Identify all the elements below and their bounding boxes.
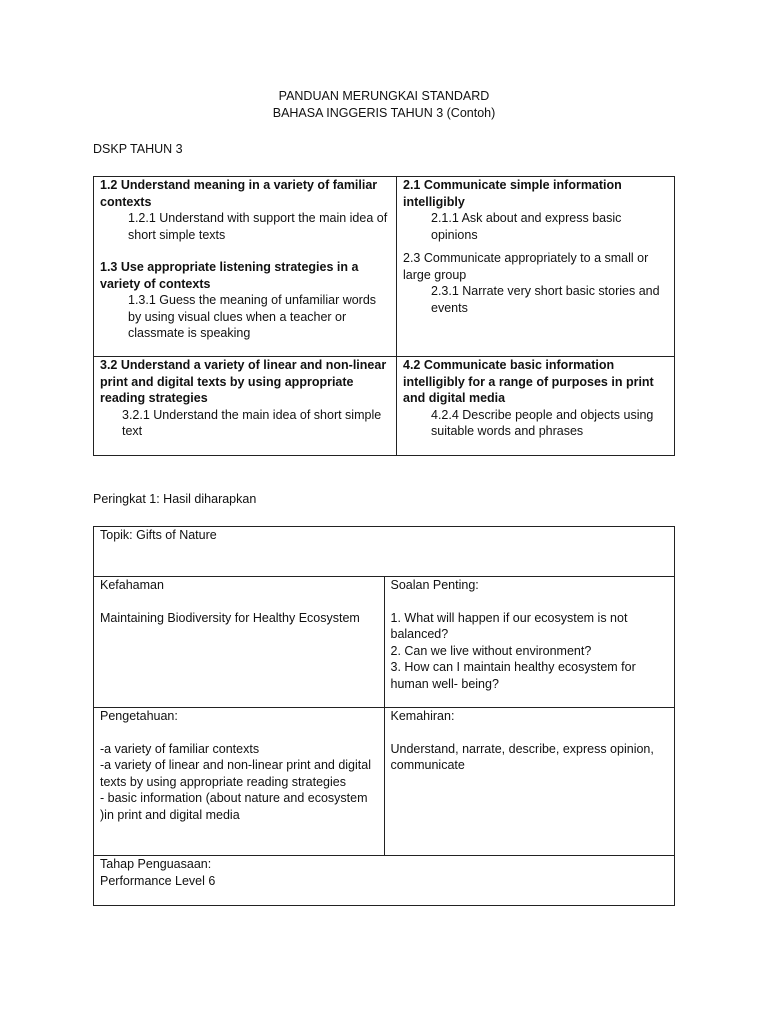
soalan-item: 1. What will happen if our ecosystem is not balanced? — [390, 610, 628, 641]
tahap-cell — [94, 856, 675, 906]
topik-cell — [94, 527, 675, 577]
dskp-cell-writing — [397, 357, 675, 456]
kemahiran-label: Kemahiran: — [390, 709, 455, 723]
dskp-cell-speaking — [397, 177, 675, 357]
learning-standard: 2.3.1 Narrate very short basic stories and events — [431, 284, 660, 315]
document-title — [0, 88, 768, 122]
plan-table — [93, 526, 675, 906]
pengetahuan-label: Pengetahuan: — [100, 709, 178, 723]
title-line-1: PANDUAN MERUNGKAI STANDARD — [278, 89, 490, 103]
tahap-text: Performance Level 6 — [100, 873, 216, 888]
standard-heading: 2.1 Communicate simple information intelligibly — [403, 178, 622, 209]
standard-heading: 4.2 Communicate basic information intelligibly for a range of purposes in print and digital media — [403, 358, 654, 405]
tahap-label: Tahap Penguasaan: — [100, 857, 212, 871]
dskp-row-1 — [94, 177, 675, 357]
soalan-item: 2. Can we live without environment? — [390, 643, 592, 658]
kemahiran-text: Understand, narrate, describe, express opinion, communicate — [390, 741, 654, 772]
pengetahuan-item: -a variety of familiar contexts — [100, 741, 260, 756]
kefahaman-cell — [94, 577, 385, 708]
standard-heading: 1.3 Use appropriate listening strategies in a variety of contexts — [100, 260, 359, 291]
title-line-2: BAHASA INGGERIS TAHUN 3 (Contoh) — [272, 106, 496, 120]
soalan-cell — [384, 577, 675, 708]
soalan-item: 3. How can I maintain healthy ecosystem for human well- being? — [390, 660, 636, 691]
standard-heading: 3.2 Understand a variety of linear and non-linear print and digital texts by using appropriate reading strategies — [100, 358, 387, 405]
kefahaman-text: Maintaining Biodiversity for Healthy Ecosystem — [100, 610, 360, 625]
learning-standard: 1.2.1 Understand with support the main idea of short simple texts — [128, 211, 388, 242]
dskp-label: DSKP TAHUN 3 — [93, 142, 183, 156]
peringkat-label: Peringkat 1: Hasil diharapkan — [93, 492, 257, 506]
plan-row-tahap — [94, 856, 675, 906]
pengetahuan-item: - basic information (about nature and ecosystem )in print and digital media — [100, 791, 368, 822]
kefahaman-label: Kefahaman — [100, 578, 164, 592]
dskp-cell-listening — [94, 177, 397, 357]
topik-text: Topik: Gifts of Nature — [100, 528, 217, 542]
standard-heading: 1.2 Understand meaning in a variety of familiar contexts — [100, 178, 378, 209]
pengetahuan-item: -a variety of linear and non-linear print and digital texts by using appropriate reading strategies — [100, 758, 371, 789]
standard-heading: 2.3 Communicate appropriately to a small or large group — [403, 251, 649, 282]
learning-standard: 1.3.1 Guess the meaning of unfamiliar words by using visual clues when a teacher or classmate is speaking — [128, 293, 377, 340]
learning-standard: 2.1.1 Ask about and express basic opinions — [431, 211, 622, 242]
plan-row-topik — [94, 527, 675, 577]
dskp-table — [93, 176, 675, 456]
plan-row-kefahaman — [94, 577, 675, 708]
learning-standard: 4.2.4 Describe people and objects using suitable words and phrases — [431, 407, 654, 438]
kemahiran-cell — [384, 708, 675, 856]
plan-row-pengetahuan — [94, 708, 675, 856]
soalan-label: Soalan Penting: — [390, 578, 479, 592]
pengetahuan-cell — [94, 708, 385, 856]
dskp-row-2 — [94, 357, 675, 456]
dskp-cell-reading — [94, 357, 397, 456]
learning-standard: 3.2.1 Understand the main idea of short simple text — [122, 407, 382, 438]
